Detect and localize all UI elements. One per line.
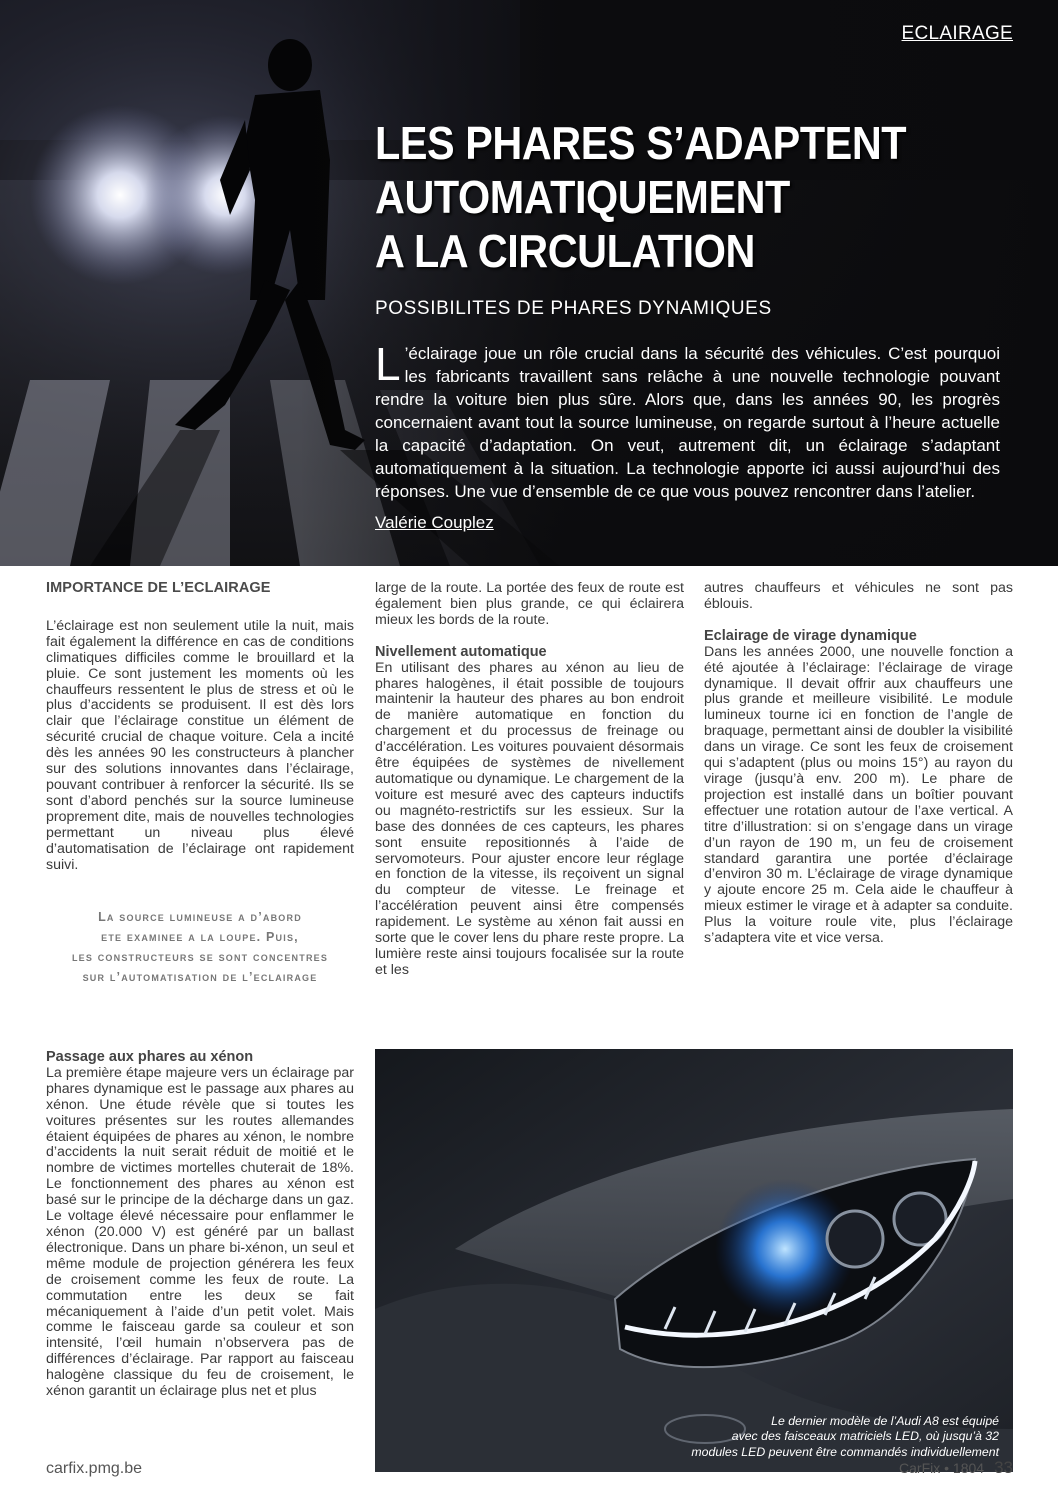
pull-quote-line: sur l’automatisation de l’eclairage (82, 970, 318, 985)
author-link[interactable]: Valérie Couplez (375, 513, 494, 532)
column-1 (46, 581, 354, 987)
headline-line: AUTOMATIQUEMENT (375, 171, 790, 223)
intro-text: ’éclairage joue un rôle crucial dans la sécurité des véhicules. C’est pourquoi les fabricants travaillent sans relâche à une nouvelle technologie pouvant rendre la voiture bien plus sûre. Alors que, dans les années 90, les progrès concernaient avant tout la source lumineuse, on regarde surtout à l’heure actuelle la capacité d’adaptation. On veut, autrement dit, un éclairage s’adaptant automatiquement à la situation. La technologie apporte ici aussi aujourd’hui des réponses. Une vue d’ensemble de ce que vous pouvez rencontrer dans l’atelier. (375, 344, 1000, 501)
caption-line: Le dernier modèle de l’Audi A8 est équipé (771, 1413, 999, 1428)
headlight-illustration (375, 1049, 1013, 1472)
hero-section (0, 0, 1058, 566)
pull-quote-line: La source lumineuse a d’abord (98, 910, 302, 925)
pull-quote-line: ete examinee a la loupe. Puis, (101, 930, 299, 945)
caption-line: avec des faisceaux matriciels LED, où jusqu’à 32 (731, 1429, 999, 1443)
body-text: large de la route. La portée des feux de route est également bien plus grande, ce qui éclairera mieux les bords de la route. (375, 580, 684, 628)
section-tag[interactable]: ECLAIRAGE (901, 23, 1013, 44)
subsection-heading: Eclairage de virage dynamique (704, 627, 917, 644)
headline-line: A LA CIRCULATION (375, 225, 755, 277)
body-text: Dans les années 2000, une nouvelle fonction a été ajoutée à l’éclairage: l’éclairage de virage dynamique. Il devait offrir aux chauffeurs une plus grande et meilleure visibilité. Le module lumineux tourne ici en fonction de l’angle de braquage, permettant ainsi de doubler la visibilité dans un virage. Ce sont les feux de croisement qui s’adaptent (plus ou moins 15°) au rayon du virage (jusqu’à env. 200 m). Le phare de projection est installé dans un boîtier pouvant effectuer une rotation autour de l’axe vertical. A titre d’illustration: si on s’engage dans un virage d’un rayon de 190 m, un feu de croisement standard garantira une portée d’éclairage d’environ 30 m. L’éclairage de virage dynamique y ajoute encore 25 m. Cela aide le chauffeur à mieux estimer le virage et à adapter sa conduite. Plus la voiture roule vite, plus l’éclairage s’adaptera vite et vice versa. (704, 643, 1013, 947)
column-3 (704, 581, 1013, 947)
body-text: En utilisant des phares au xénon au lieu de phares halogènes, il était possible de toujours maintenir la hauteur des phares au bon endroit de manière automatique en fonction du chargement et du processus de freinage ou d’accélération. Les voitures pouvaient désormais être équipées de systèmes de nivellement automatique ou dynamique. Le chargement de la voiture est mesuré avec des capteurs inductifs ou magnéto-restrictifs sur les essieux. Sur la base des données de ces capteurs, les phares sont ensuite repositionnés à l’aide de servomoteurs. Pour ajuster encore leur réglage en fonction de la vitesse, ils reçoivent un signal du compteur de vitesse. Le freinage et l’accélération peuvent ainsi être compensés rapidement. Le système au xénon fait aussi en sorte que le cover lens du phare reste propre. La lumière reste ainsi toujours focalisée sur la route et les (375, 659, 684, 978)
subsection-heading: Nivellement automatique (375, 643, 547, 660)
caption-line: modules LED peuvent être commandés individuellement (691, 1444, 999, 1459)
issue-label: CarFix • 1804 (899, 1460, 985, 1476)
body-text: La première étape majeure vers un éclairage par phares dynamique est le passage aux phares au xénon. Une étude révèle que si toutes les voitures présentes sur les routes allemandes étaient équipées de phares au xénon, le nombre d’accidents la nuit serait réduit de moitié et le nombre de victimes mortelles chuterait de 18%. Le fonctionnement des phares au xénon est basé sur le principe de la décharge dans un gaz. Le voltage élevé nécessaire pour enflammer le xénon (20.000 V) est généré par un ballast électronique. Dans un phare bi-xénon, un seul et même module de projection générera les feux de croisement comme les feux de route. La commutation entre les deux se fait mécaniquement à l’aide d’un petit volet. Mais comme le faisceau garde sa couleur et son intensité, l’œil humain n’observera pas de différences d’éclairage. Par rapport au faisceau halogène classique du feu de croisement, le xénon garantit un éclairage plus net et plus (46, 1064, 354, 1400)
photo-caption (639, 1414, 999, 1461)
body-text: autres chauffeurs et véhicules ne sont pas éblouis. (704, 580, 1013, 612)
column-4 (46, 1050, 354, 1400)
drop-cap: L (375, 338, 401, 390)
article-headline (375, 116, 969, 278)
column-2 (375, 581, 684, 979)
article-subtitle: POSSIBILITES DE PHARES DYNAMIQUES (375, 298, 772, 319)
section-heading: IMPORTANCE DE L’ECLAIRAGE (46, 580, 271, 596)
pull-quote-line: les constructeurs se sont concentres (71, 950, 329, 965)
page-number: 33 (994, 1458, 1013, 1477)
headline-line: LES PHARES S’ADAPTENT (375, 117, 907, 169)
pull-quote (46, 907, 354, 987)
intro-paragraph (375, 338, 1000, 503)
page-footer (899, 1458, 1013, 1478)
subsection-heading: Passage aux phares au xénon (46, 1049, 254, 1065)
audi-headlight-photo (375, 1049, 1013, 1472)
website-link[interactable]: carfix.pmg.be (46, 1460, 143, 1477)
body-text: L’éclairage est non seulement utile la nuit, mais fait également la différence en cas de conditions climatiques difficiles comme le brouillard et la pluie. Ce sont justement les moments où les chauffeurs ressentent le plus de stress et où le plus d’accidents se produisent. Il est dès lors clair que l’éclairage constitue un élément de sécurité crucial de chaque voiture. Cela a incité dès les années 90 les constructeurs à plancher sur des solutions innovantes dans l’éclairage, pouvant contribuer à renforcer la sécurité. Ils se sont d’abord penchés sur la source lumineuse proprement dite, mais de nouvelles technologies permettant un niveau plus élevé d’automatisation de l’éclairage ont rapidement suivi. (46, 617, 354, 873)
